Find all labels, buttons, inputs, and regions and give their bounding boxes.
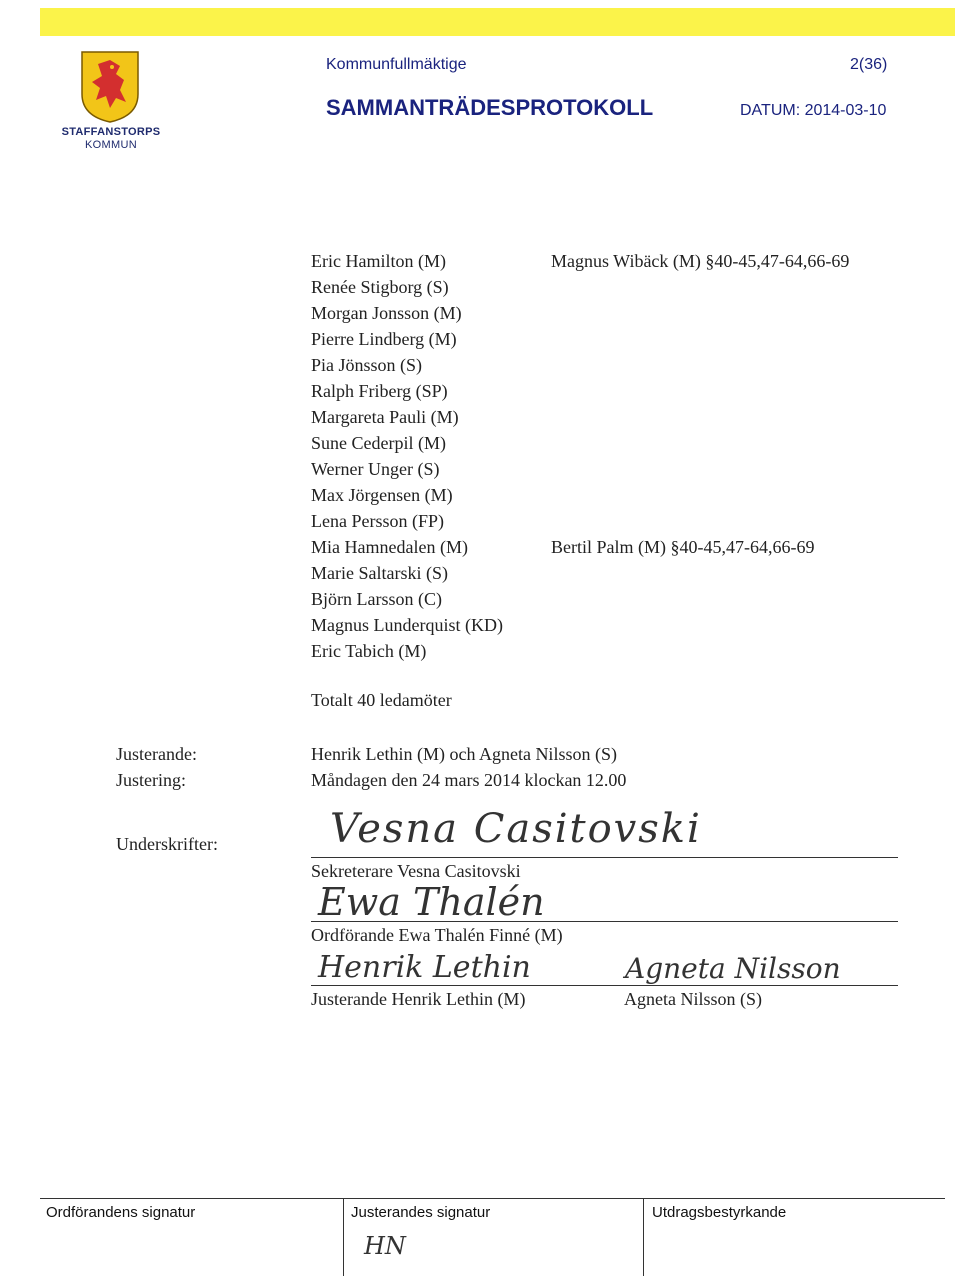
highlight-band <box>40 8 955 36</box>
municipality-name-line1: STAFFANSTORPS <box>61 126 161 138</box>
footer-chair-signature-label: Ordförandens signatur <box>46 1204 196 1221</box>
member-name: Marie Saltarski (S) <box>311 563 448 583</box>
member-name: Ralph Friberg (SP) <box>311 381 448 401</box>
member-name: Sune Cederpil (M) <box>311 433 446 453</box>
member-name: Magnus Lunderquist (KD) <box>311 615 503 635</box>
adjusters-signature-line <box>311 985 898 986</box>
chair-handwritten-signature: Ewa Thalén <box>318 880 545 924</box>
member-name: Pia Jönsson (S) <box>311 355 423 375</box>
adjuster2-name: Agneta Nilsson (S) <box>624 989 762 1009</box>
document-title: SAMMANTRÄDESPROTOKOLL <box>326 95 654 120</box>
substitute-second: Bertil Palm (M) §40-45,47-64,66-69 <box>551 537 815 557</box>
member-name: Eric Hamilton (M) <box>311 251 446 271</box>
secretary-signature-line <box>311 857 898 858</box>
member-name: Morgan Jonsson (M) <box>311 303 462 323</box>
member-name: Lena Persson (FP) <box>311 511 444 531</box>
member-total: Totalt 40 ledamöter <box>311 690 452 710</box>
justering-value: Måndagen den 24 mars 2014 klockan 12.00 <box>311 770 627 790</box>
municipality-name <box>55 126 167 152</box>
griffin-crest-icon <box>80 50 140 124</box>
justerande-label: Justerande: <box>116 744 197 764</box>
member-list <box>311 248 503 664</box>
footer-divider <box>643 1198 644 1276</box>
member-name: Margareta Pauli (M) <box>311 407 459 427</box>
footer-adjuster-signature-label: Justerandes signatur <box>351 1204 491 1221</box>
organ-name: Kommunfullmäktige <box>326 56 467 73</box>
secretary-name: Sekreterare Vesna Casitovski <box>311 861 521 881</box>
page-number: 2(36) <box>850 56 888 73</box>
municipality-name-line2: KOMMUN <box>85 139 137 151</box>
footer-divider <box>343 1198 344 1276</box>
justerande-value: Henrik Lethin (M) och Agneta Nilsson (S) <box>311 744 617 764</box>
member-name: Werner Unger (S) <box>311 459 440 479</box>
chair-name: Ordförande Ewa Thalén Finné (M) <box>311 925 563 945</box>
adjuster1-name: Justerande Henrik Lethin (M) <box>311 989 526 1009</box>
adjuster2-handwritten-signature: Agneta Nilsson <box>625 952 841 985</box>
secretary-handwritten-signature: Vesna Casitovski <box>330 806 702 852</box>
member-name: Pierre Lindberg (M) <box>311 329 457 349</box>
initials-handwritten: HN <box>364 1232 406 1260</box>
member-name: Björn Larsson (C) <box>311 589 442 609</box>
footer-extract-certification-label: Utdragsbestyrkande <box>652 1204 787 1221</box>
chair-signature-line <box>311 921 898 922</box>
member-name: Eric Tabich (M) <box>311 641 427 661</box>
signatures-label: Underskrifter: <box>116 834 218 854</box>
footer-top-rule <box>40 1198 945 1199</box>
member-name: Renée Stigborg (S) <box>311 277 449 297</box>
member-name: Max Jörgensen (M) <box>311 485 453 505</box>
meeting-date: DATUM: 2014-03-10 <box>740 102 887 119</box>
member-name: Mia Hamnedalen (M) <box>311 537 468 557</box>
substitute-first: Magnus Wibäck (M) §40-45,47-64,66-69 <box>551 251 850 271</box>
justering-label: Justering: <box>116 770 186 790</box>
adjuster1-handwritten-signature: Henrik Lethin <box>318 950 531 985</box>
